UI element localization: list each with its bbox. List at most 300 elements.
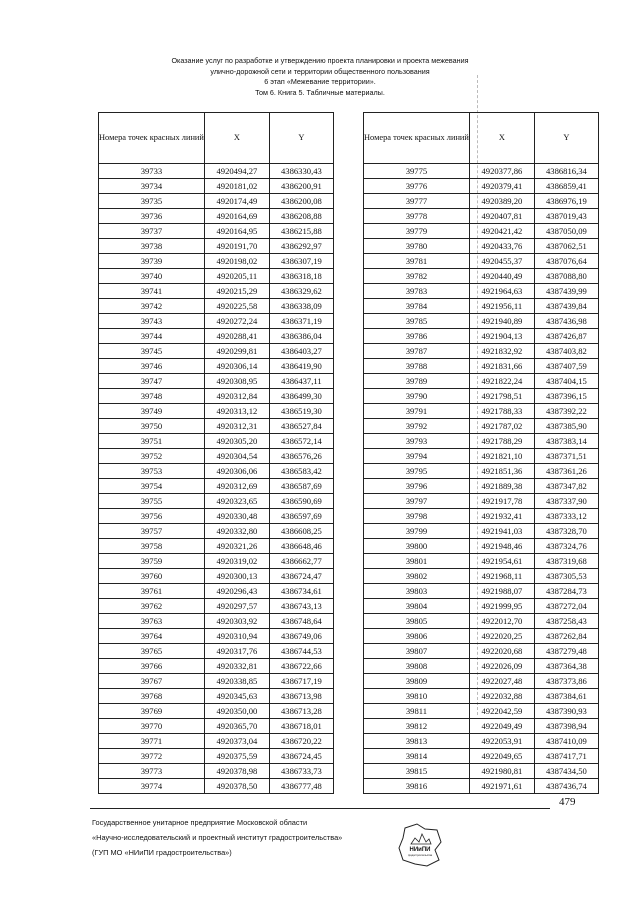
x-cell: 4920272,24	[204, 314, 269, 329]
table-row	[99, 299, 334, 314]
coordinates-table-left	[98, 112, 334, 794]
footer-line-1: Государственное унитарное предприятие Московской области	[92, 818, 308, 827]
x-cell: 4920306,06	[204, 464, 269, 479]
point-number-cell: 39811	[364, 704, 470, 719]
table-row	[364, 359, 599, 374]
col-header-x: X	[469, 113, 534, 164]
y-cell: 4387404,15	[534, 374, 598, 389]
x-cell: 4920312,69	[204, 479, 269, 494]
table-row	[364, 584, 599, 599]
x-cell: 4920300,13	[204, 569, 269, 584]
table-row	[364, 599, 599, 614]
y-cell: 4387426,87	[534, 329, 598, 344]
point-number-cell: 39741	[99, 284, 205, 299]
point-number-cell: 39769	[99, 704, 205, 719]
point-number-cell: 39773	[99, 764, 205, 779]
x-cell: 4921980,81	[469, 764, 534, 779]
point-number-cell: 39798	[364, 509, 470, 524]
table-row	[364, 494, 599, 509]
x-cell: 4922012,70	[469, 614, 534, 629]
point-number-cell: 39795	[364, 464, 470, 479]
x-cell: 4920421,42	[469, 224, 534, 239]
point-number-cell: 39760	[99, 569, 205, 584]
y-cell: 4387062,51	[534, 239, 598, 254]
table-row	[364, 464, 599, 479]
x-cell: 4920321,26	[204, 539, 269, 554]
table-row	[99, 764, 334, 779]
x-cell: 4920378,50	[204, 779, 269, 794]
header-line-4: Том 6. Книга 5. Табличные материалы.	[255, 87, 385, 97]
point-number-cell: 39799	[364, 524, 470, 539]
x-cell: 4920304,54	[204, 449, 269, 464]
x-cell: 4921964,63	[469, 284, 534, 299]
point-number-cell: 39742	[99, 299, 205, 314]
y-cell: 4387436,74	[534, 779, 598, 794]
table-row	[99, 704, 334, 719]
table-row	[99, 419, 334, 434]
x-cell: 4922020,68	[469, 644, 534, 659]
y-cell: 4386576,26	[269, 449, 333, 464]
col-header-y: Y	[534, 113, 598, 164]
x-cell: 4920494,27	[204, 164, 269, 179]
y-cell: 4386777,48	[269, 779, 333, 794]
y-cell: 4386743,13	[269, 599, 333, 614]
table-row	[364, 719, 599, 734]
y-cell: 4386717,19	[269, 674, 333, 689]
point-number-cell: 39803	[364, 584, 470, 599]
y-cell: 4387385,90	[534, 419, 598, 434]
table-row	[99, 329, 334, 344]
point-number-cell: 39762	[99, 599, 205, 614]
col-header-y: Y	[269, 113, 333, 164]
y-cell: 4387337,90	[534, 494, 598, 509]
x-cell: 4921941,03	[469, 524, 534, 539]
y-cell: 4387439,84	[534, 299, 598, 314]
x-cell: 4920181,02	[204, 179, 269, 194]
y-cell: 4387361,26	[534, 464, 598, 479]
y-cell: 4386572,14	[269, 434, 333, 449]
x-cell: 4920378,98	[204, 764, 269, 779]
x-cell: 4921988,07	[469, 584, 534, 599]
y-cell: 4386733,73	[269, 764, 333, 779]
point-number-cell: 39755	[99, 494, 205, 509]
point-number-cell: 39740	[99, 269, 205, 284]
point-number-cell: 39782	[364, 269, 470, 284]
table-row	[364, 239, 599, 254]
y-cell: 4387272,04	[534, 599, 598, 614]
x-cell: 4921948,46	[469, 539, 534, 554]
point-number-cell: 39812	[364, 719, 470, 734]
table-row	[364, 179, 599, 194]
point-number-cell: 39753	[99, 464, 205, 479]
table-row	[99, 374, 334, 389]
table-row	[99, 284, 334, 299]
table-row	[364, 734, 599, 749]
x-cell: 4920332,80	[204, 524, 269, 539]
y-cell: 4387373,86	[534, 674, 598, 689]
y-cell: 4386215,88	[269, 224, 333, 239]
x-cell: 4920338,85	[204, 674, 269, 689]
x-cell: 4921932,41	[469, 509, 534, 524]
table-row	[99, 404, 334, 419]
x-cell: 4920299,81	[204, 344, 269, 359]
table-row	[99, 614, 334, 629]
point-number-cell: 39801	[364, 554, 470, 569]
table-row	[99, 659, 334, 674]
table-row	[99, 239, 334, 254]
table-row	[364, 614, 599, 629]
table-row	[364, 509, 599, 524]
table-row	[364, 344, 599, 359]
point-number-cell: 39781	[364, 254, 470, 269]
point-number-cell: 39789	[364, 374, 470, 389]
table-row	[364, 629, 599, 644]
col-header-point-number: Номера точек красных линий	[364, 113, 470, 164]
x-cell: 4920377,86	[469, 164, 534, 179]
y-cell: 4387284,73	[534, 584, 598, 599]
x-cell: 4920303,92	[204, 614, 269, 629]
x-cell: 4920215,29	[204, 284, 269, 299]
y-cell: 4387396,15	[534, 389, 598, 404]
y-cell: 4387398,94	[534, 719, 598, 734]
table-row	[364, 449, 599, 464]
footer-line-2: «Научно-исследовательский и проектный институт градостроительства»	[92, 833, 343, 842]
point-number-cell: 39805	[364, 614, 470, 629]
table-row	[364, 749, 599, 764]
table-row	[99, 479, 334, 494]
table-row	[364, 779, 599, 794]
x-cell: 4920313,12	[204, 404, 269, 419]
point-number-cell: 39808	[364, 659, 470, 674]
point-number-cell: 39784	[364, 299, 470, 314]
table-row	[99, 749, 334, 764]
table-row	[99, 209, 334, 224]
y-cell: 4386662,77	[269, 554, 333, 569]
point-number-cell: 39744	[99, 329, 205, 344]
table-row	[364, 434, 599, 449]
x-cell: 4922020,25	[469, 629, 534, 644]
x-cell: 4922042,59	[469, 704, 534, 719]
y-cell: 4387019,43	[534, 209, 598, 224]
x-cell: 4920308,95	[204, 374, 269, 389]
x-cell: 4921851,36	[469, 464, 534, 479]
y-cell: 4386330,43	[269, 164, 333, 179]
y-cell: 4386648,46	[269, 539, 333, 554]
table-row	[364, 254, 599, 269]
x-cell: 4921954,61	[469, 554, 534, 569]
table-row	[99, 164, 334, 179]
table-row	[99, 779, 334, 794]
point-number-cell: 39802	[364, 569, 470, 584]
x-cell: 4921831,66	[469, 359, 534, 374]
table-row	[99, 494, 334, 509]
logo-text: НИиПИ	[409, 847, 431, 853]
table-row	[364, 554, 599, 569]
x-cell: 4921940,89	[469, 314, 534, 329]
y-cell: 4387279,48	[534, 644, 598, 659]
point-number-cell: 39763	[99, 614, 205, 629]
y-cell: 4387347,82	[534, 479, 598, 494]
x-cell: 4922049,49	[469, 719, 534, 734]
point-number-cell: 39785	[364, 314, 470, 329]
x-cell: 4920312,84	[204, 389, 269, 404]
point-number-cell: 39804	[364, 599, 470, 614]
point-number-cell: 39758	[99, 539, 205, 554]
point-number-cell: 39770	[99, 719, 205, 734]
y-cell: 4387436,98	[534, 314, 598, 329]
x-cell: 4921904,13	[469, 329, 534, 344]
x-cell: 4921889,38	[469, 479, 534, 494]
point-number-cell: 39734	[99, 179, 205, 194]
point-number-cell: 39790	[364, 389, 470, 404]
point-number-cell: 39746	[99, 359, 205, 374]
table-row	[364, 524, 599, 539]
point-number-cell: 39813	[364, 734, 470, 749]
table-row	[99, 509, 334, 524]
y-cell: 4387410,09	[534, 734, 598, 749]
x-cell: 4921788,29	[469, 434, 534, 449]
point-number-cell: 39738	[99, 239, 205, 254]
x-cell: 4920198,02	[204, 254, 269, 269]
point-number-cell: 39771	[99, 734, 205, 749]
point-number-cell: 39776	[364, 179, 470, 194]
point-number-cell: 39752	[99, 449, 205, 464]
table-row	[364, 194, 599, 209]
table-row	[99, 569, 334, 584]
table-row	[99, 194, 334, 209]
y-cell: 4387384,61	[534, 689, 598, 704]
x-cell: 4920297,57	[204, 599, 269, 614]
table-row	[99, 359, 334, 374]
point-number-cell: 39775	[364, 164, 470, 179]
point-number-cell: 39765	[99, 644, 205, 659]
y-cell: 4386519,30	[269, 404, 333, 419]
footer-divider	[90, 808, 550, 809]
point-number-cell: 39810	[364, 689, 470, 704]
page-number: 479	[559, 796, 576, 808]
logo-subtext: градостроительства	[407, 854, 433, 857]
y-cell: 4386976,19	[534, 194, 598, 209]
table-row	[99, 344, 334, 359]
y-cell: 4387417,71	[534, 749, 598, 764]
table-row	[99, 719, 334, 734]
point-number-cell: 39800	[364, 539, 470, 554]
table-row	[99, 539, 334, 554]
table-row	[99, 449, 334, 464]
x-cell: 4922026,09	[469, 659, 534, 674]
x-cell: 4921971,61	[469, 779, 534, 794]
point-number-cell: 39750	[99, 419, 205, 434]
institute-logo	[395, 820, 445, 870]
point-number-cell: 39759	[99, 554, 205, 569]
y-cell: 4386724,45	[269, 749, 333, 764]
point-number-cell: 39772	[99, 749, 205, 764]
table-row	[364, 764, 599, 779]
y-cell: 4387258,43	[534, 614, 598, 629]
table-row	[99, 464, 334, 479]
y-cell: 4386318,18	[269, 269, 333, 284]
table-row	[99, 674, 334, 689]
x-cell: 4920375,59	[204, 749, 269, 764]
y-cell: 4387392,22	[534, 404, 598, 419]
x-cell: 4920323,65	[204, 494, 269, 509]
table-row	[99, 629, 334, 644]
point-number-cell: 39807	[364, 644, 470, 659]
x-cell: 4920225,58	[204, 299, 269, 314]
x-cell: 4920312,31	[204, 419, 269, 434]
y-cell: 4386499,30	[269, 389, 333, 404]
point-number-cell: 39786	[364, 329, 470, 344]
table-row	[364, 659, 599, 674]
table-row	[364, 209, 599, 224]
x-cell: 4921787,02	[469, 419, 534, 434]
y-cell: 4387390,93	[534, 704, 598, 719]
point-number-cell: 39796	[364, 479, 470, 494]
y-cell: 4386749,06	[269, 629, 333, 644]
x-cell: 4920350,00	[204, 704, 269, 719]
point-number-cell: 39764	[99, 629, 205, 644]
x-cell: 4920407,81	[469, 209, 534, 224]
y-cell: 4386597,69	[269, 509, 333, 524]
point-number-cell: 39797	[364, 494, 470, 509]
point-number-cell: 39736	[99, 209, 205, 224]
point-number-cell: 39809	[364, 674, 470, 689]
table-row	[99, 434, 334, 449]
x-cell: 4921788,33	[469, 404, 534, 419]
point-number-cell: 39793	[364, 434, 470, 449]
table-row	[364, 224, 599, 239]
y-cell: 4387439,99	[534, 284, 598, 299]
y-cell: 4387333,12	[534, 509, 598, 524]
footer-organization	[92, 815, 412, 860]
point-number-cell: 39783	[364, 284, 470, 299]
x-cell: 4921821,10	[469, 449, 534, 464]
x-cell: 4920191,70	[204, 239, 269, 254]
y-cell: 4386208,88	[269, 209, 333, 224]
y-cell: 4387434,50	[534, 764, 598, 779]
point-number-cell: 39745	[99, 344, 205, 359]
point-number-cell: 39756	[99, 509, 205, 524]
y-cell: 4386748,64	[269, 614, 333, 629]
table-row	[99, 689, 334, 704]
table-row	[99, 254, 334, 269]
table-row	[99, 314, 334, 329]
y-cell: 4386722,66	[269, 659, 333, 674]
point-number-cell: 39768	[99, 689, 205, 704]
y-cell: 4387324,76	[534, 539, 598, 554]
x-cell: 4922032,88	[469, 689, 534, 704]
x-cell: 4920306,14	[204, 359, 269, 374]
table-row	[99, 554, 334, 569]
point-number-cell: 39815	[364, 764, 470, 779]
y-cell: 4386720,22	[269, 734, 333, 749]
x-cell: 4922049,65	[469, 749, 534, 764]
point-number-cell: 39735	[99, 194, 205, 209]
point-number-cell: 39791	[364, 404, 470, 419]
x-cell: 4920164,95	[204, 224, 269, 239]
x-cell: 4920174,49	[204, 194, 269, 209]
x-cell: 4920205,11	[204, 269, 269, 284]
y-cell: 4387088,80	[534, 269, 598, 284]
table-row	[99, 599, 334, 614]
table-row	[364, 674, 599, 689]
col-header-x: X	[204, 113, 269, 164]
point-number-cell: 39739	[99, 254, 205, 269]
y-cell: 4386718,01	[269, 719, 333, 734]
point-number-cell: 39788	[364, 359, 470, 374]
y-cell: 4387305,53	[534, 569, 598, 584]
point-number-cell: 39737	[99, 224, 205, 239]
y-cell: 4386583,42	[269, 464, 333, 479]
table-row	[364, 704, 599, 719]
point-number-cell: 39794	[364, 449, 470, 464]
y-cell: 4386713,28	[269, 704, 333, 719]
x-cell: 4920296,43	[204, 584, 269, 599]
table-row	[364, 299, 599, 314]
x-cell: 4921968,11	[469, 569, 534, 584]
point-number-cell: 39780	[364, 239, 470, 254]
x-cell: 4920373,04	[204, 734, 269, 749]
x-cell: 4920455,37	[469, 254, 534, 269]
point-number-cell: 39816	[364, 779, 470, 794]
y-cell: 4386307,19	[269, 254, 333, 269]
x-cell: 4920288,41	[204, 329, 269, 344]
y-cell: 4387403,82	[534, 344, 598, 359]
point-number-cell: 39779	[364, 224, 470, 239]
point-number-cell: 39757	[99, 524, 205, 539]
x-cell: 4920317,76	[204, 644, 269, 659]
y-cell: 4386744,53	[269, 644, 333, 659]
table-row	[364, 569, 599, 584]
x-cell: 4922053,91	[469, 734, 534, 749]
point-number-cell: 39747	[99, 374, 205, 389]
x-cell: 4920433,76	[469, 239, 534, 254]
y-cell: 4386200,08	[269, 194, 333, 209]
x-cell: 4921917,78	[469, 494, 534, 509]
x-cell: 4920345,63	[204, 689, 269, 704]
point-number-cell: 39761	[99, 584, 205, 599]
x-cell: 4921798,51	[469, 389, 534, 404]
point-number-cell: 39792	[364, 419, 470, 434]
y-cell: 4387371,51	[534, 449, 598, 464]
x-cell: 4920440,49	[469, 269, 534, 284]
table-row	[364, 329, 599, 344]
y-cell: 4386734,61	[269, 584, 333, 599]
y-cell: 4387262,84	[534, 629, 598, 644]
y-cell: 4386386,04	[269, 329, 333, 344]
point-number-cell: 39806	[364, 629, 470, 644]
x-cell: 4921832,92	[469, 344, 534, 359]
y-cell: 4387328,70	[534, 524, 598, 539]
table-row	[364, 644, 599, 659]
point-number-cell: 39754	[99, 479, 205, 494]
table-row	[99, 584, 334, 599]
table-row	[364, 389, 599, 404]
table-row	[364, 404, 599, 419]
point-number-cell: 39743	[99, 314, 205, 329]
x-cell: 4920389,20	[469, 194, 534, 209]
table-row	[99, 224, 334, 239]
table-row	[99, 179, 334, 194]
y-cell: 4386437,11	[269, 374, 333, 389]
table-row	[364, 269, 599, 284]
table-row	[364, 374, 599, 389]
point-number-cell: 39751	[99, 434, 205, 449]
col-header-point-number: Номера точек красных линий	[99, 113, 205, 164]
point-number-cell: 39748	[99, 389, 205, 404]
y-cell: 4386292,97	[269, 239, 333, 254]
x-cell: 4920319,02	[204, 554, 269, 569]
